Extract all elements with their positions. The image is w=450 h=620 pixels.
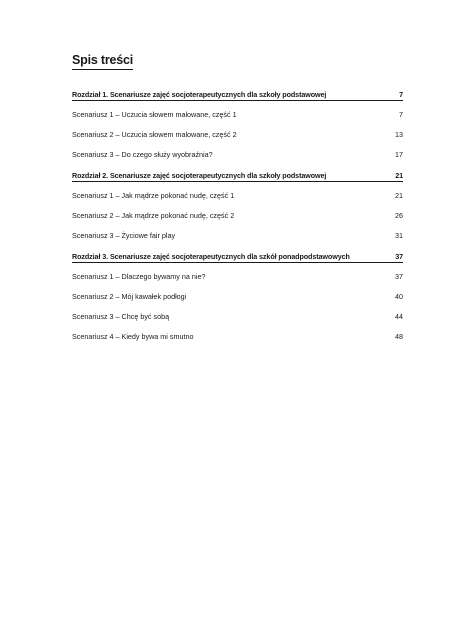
toc-entry[interactable] — [72, 292, 403, 301]
toc-entry[interactable] — [72, 332, 403, 341]
toc-entry[interactable] — [72, 272, 403, 281]
chapter-title: Rozdział 2. Scenariusze zajęć socjoterapeutycznych dla szkoły podstawowej — [72, 171, 327, 180]
entry-page-number: 31 — [395, 231, 403, 240]
toc-entry[interactable] — [72, 110, 403, 119]
chapter-title: Rozdział 3. Scenariusze zajęć socjoterapeutycznych dla szkół ponadpodstawowych — [72, 252, 350, 261]
toc-entry[interactable] — [72, 191, 403, 200]
entry-title: Scenariusz 1 – Dlaczego bywamy na nie? — [72, 272, 206, 281]
entry-title: Scenariusz 3 – Do czego służy wyobraźnia? — [72, 150, 213, 159]
chapter-underline — [72, 181, 403, 182]
entry-page-number: 17 — [395, 150, 403, 159]
entry-title: Scenariusz 2 – Uczucia słowem malowane, część 2 — [72, 130, 237, 139]
entry-page-number: 40 — [395, 292, 403, 301]
entry-title: Scenariusz 1 – Uczucia słowem malowane, część 1 — [72, 110, 237, 119]
chapter-underline — [72, 262, 403, 263]
entry-page-number: 26 — [395, 211, 403, 220]
table-of-contents — [72, 90, 403, 341]
chapter-title: Rozdział 1. Scenariusze zajęć socjoterapeutycznych dla szkoły podstawowej — [72, 90, 327, 99]
toc-entry[interactable] — [72, 312, 403, 321]
entry-page-number: 37 — [395, 272, 403, 281]
entry-page-number: 21 — [395, 191, 403, 200]
entry-page-number: 13 — [395, 130, 403, 139]
toc-entry[interactable] — [72, 150, 403, 159]
toc-chapter-1[interactable] — [72, 90, 403, 99]
entry-page-number: 7 — [399, 110, 403, 119]
chapter-page-number: 21 — [395, 171, 403, 180]
toc-chapter-3[interactable] — [72, 252, 403, 261]
page-title: Spis treści — [72, 53, 133, 70]
toc-entry[interactable] — [72, 211, 403, 220]
entry-title: Scenariusz 4 – Kiedy bywa mi smutno — [72, 332, 194, 341]
entry-title: Scenariusz 3 – Chcę być sobą — [72, 312, 170, 321]
entry-title: Scenariusz 1 – Jak mądrze pokonać nudę, część 1 — [72, 191, 235, 200]
entry-title: Scenariusz 2 – Mój kawałek podłogi — [72, 292, 187, 301]
toc-entry[interactable] — [72, 130, 403, 139]
toc-chapter-2[interactable] — [72, 171, 403, 180]
entry-page-number: 44 — [395, 312, 403, 321]
chapter-page-number: 7 — [399, 90, 403, 99]
toc-entry[interactable] — [72, 231, 403, 240]
chapter-page-number: 37 — [395, 252, 403, 261]
entry-title: Scenariusz 3 – Życiowe fair play — [72, 231, 176, 240]
entry-page-number: 48 — [395, 332, 403, 341]
chapter-underline — [72, 100, 403, 101]
entry-title: Scenariusz 2 – Jak mądrze pokonać nudę, część 2 — [72, 211, 235, 220]
